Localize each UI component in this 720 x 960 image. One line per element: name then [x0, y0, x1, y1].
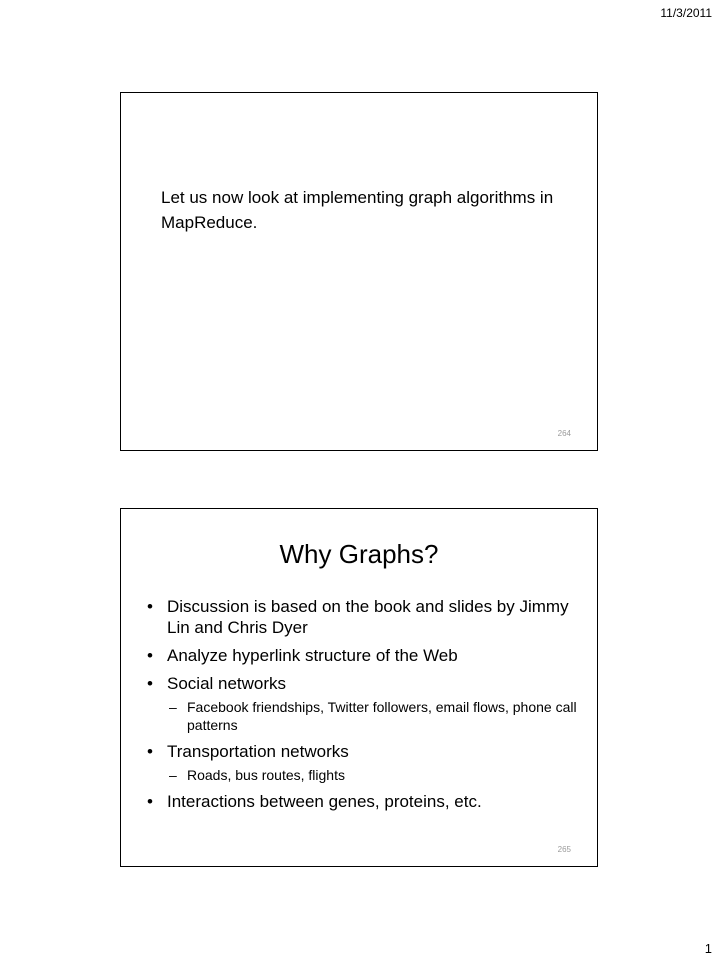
bullet-item: • Interactions between genes, proteins, etc.	[147, 791, 587, 812]
sub-bullet-item: – Facebook friendships, Twitter followers, email flows, phone call patterns	[167, 698, 587, 734]
slide-number: 264	[557, 429, 571, 438]
page-number: 1	[704, 941, 712, 956]
slide-number: 265	[557, 845, 571, 854]
bullet-item: • Discussion is based on the book and slides by Jimmy Lin and Chris Dyer	[147, 596, 587, 638]
sub-bullet-item: – Roads, bus routes, flights	[167, 766, 587, 784]
bullet-text: Social networks	[167, 674, 287, 693]
sub-bullet-list	[167, 698, 587, 734]
bullet-item	[147, 741, 587, 784]
bullet-item: • Analyze hyperlink structure of the Web	[147, 645, 587, 666]
slide-264	[120, 92, 598, 451]
slide-body-text: Let us now look at implementing graph algorithms in MapReduce.	[161, 188, 554, 232]
sub-bullet-list	[167, 766, 587, 784]
bullet-list	[147, 596, 587, 819]
page-date: 11/3/2011	[660, 6, 712, 20]
slide-title: Why Graphs?	[279, 539, 439, 569]
bullet-text: Transportation networks	[167, 742, 349, 761]
slide-265	[120, 508, 598, 867]
bullet-item	[147, 673, 587, 734]
